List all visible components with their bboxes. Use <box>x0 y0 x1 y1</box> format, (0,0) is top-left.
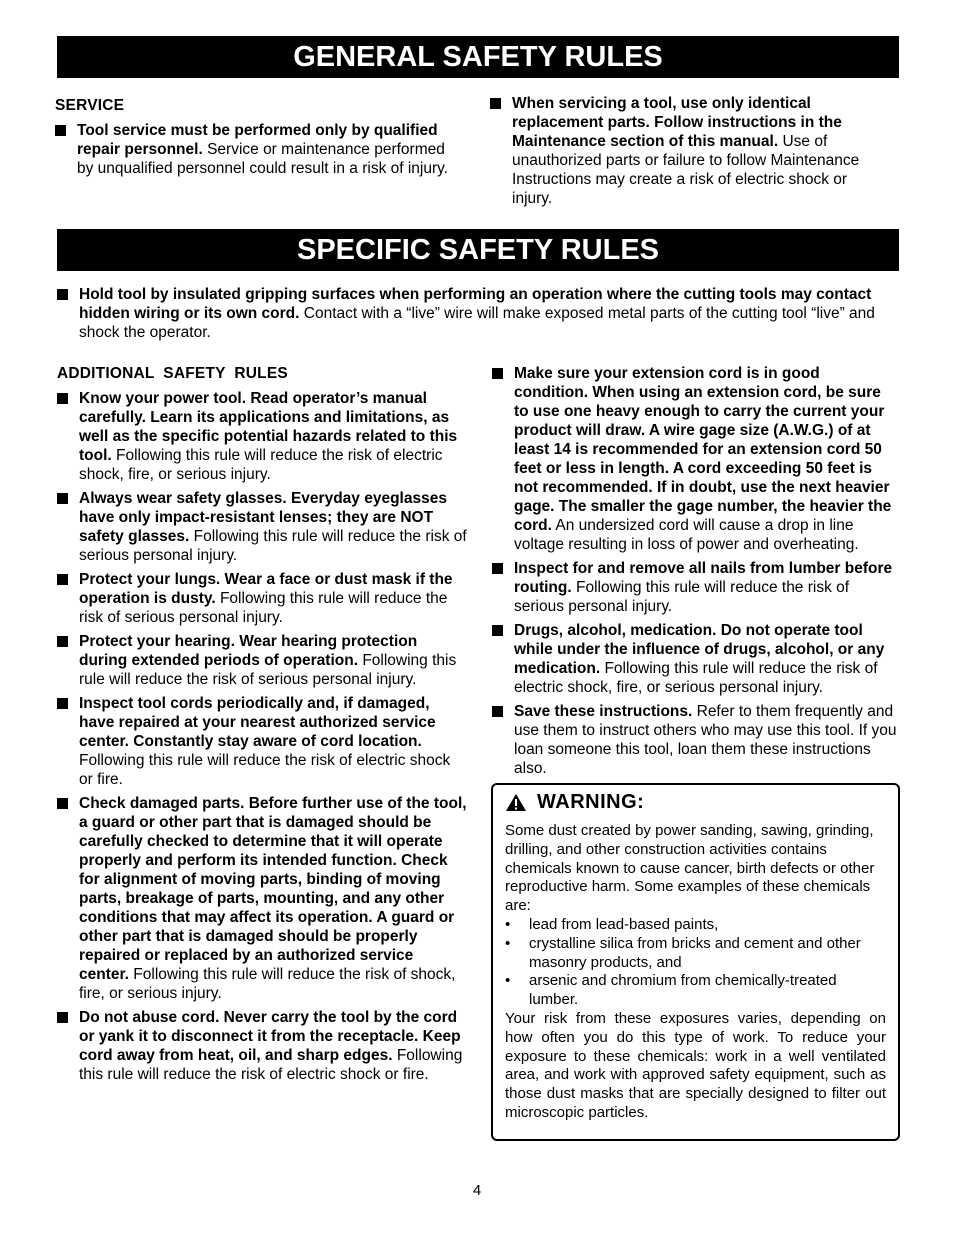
bullet-square-icon <box>492 368 503 379</box>
rule-bold: Protect your lungs. Wear a face or dust mask if the operation is dusty. <box>79 571 453 607</box>
bullet-dot-icon: • <box>505 934 511 952</box>
rule-extension-cord <box>492 364 897 554</box>
rule-text: Following this rule will reduce the risk of serious personal injury. <box>79 652 457 688</box>
warning-triangle-icon <box>505 793 527 812</box>
additional-rules-right <box>492 364 897 783</box>
service-section-right <box>490 94 890 213</box>
rule-text: Following this rule will reduce the risk of electric shock or fire. <box>79 752 451 788</box>
list-item-text: crystalline silica from bricks and cement and other masonry products, and <box>529 934 861 971</box>
rule-bold: Check damaged parts. Before further use of the tool, a guard or other part that is damaged should be carefully checked to determine that it will operate properly and perform its intended function. Check for alignment of moving parts, binding of moving parts, breakage of parts, mounting, and any other conditions that may affect its operation. A guard or other part that is damaged should be properly repaired or replaced by an authorized service center. <box>79 795 467 983</box>
rule-check-damaged-parts <box>57 794 467 1003</box>
rule-bold: Know your power tool. Read operator’s manual carefully. Learn its applications and limitations, as well as the specific potential hazards related to this tool. <box>79 390 458 464</box>
warning-title <box>505 793 886 812</box>
rule-bold: Inspect tool cords periodically and, if damaged, have repaired at your nearest authorized service center. Constantly stay aware of cord location. <box>79 695 436 750</box>
general-safety-rules-banner: GENERAL SAFETY RULES <box>57 36 899 78</box>
rule-bold: Save these instructions. <box>514 703 693 720</box>
hold-tool-section <box>57 285 887 347</box>
list-item-text: lead from lead-based paints, <box>529 915 719 933</box>
list-item <box>505 972 886 1010</box>
specific-safety-rules-banner: SPECIFIC SAFETY RULES <box>57 229 899 271</box>
service-heading: SERVICE <box>55 97 125 114</box>
warning-intro: Some dust created by power sanding, sawing, grinding, drilling, and other construction activities contains chemicals known to cause cancer, birth defects or other reproductive harm. Some examples of these chemicals are: <box>505 822 875 915</box>
rule-drugs-alcohol <box>492 621 897 697</box>
rule-bold: Always wear safety glasses. Everyday eyeglasses have only impact-resistant lenses; they are NOT safety glasses. <box>79 490 447 545</box>
rule-remove-nails <box>492 559 897 616</box>
rule-text: Following this rule will reduce the risk of serious personal injury. <box>514 579 850 615</box>
rule-text: An undersized cord will cause a drop in line voltage resulting in loss of power and overheating. <box>514 517 859 553</box>
bullet-square-icon <box>57 574 68 585</box>
warning-chemicals-list <box>505 916 886 1010</box>
service-rule-2 <box>490 94 890 208</box>
service-section <box>55 96 465 183</box>
bullet-square-icon <box>57 289 68 300</box>
bullet-dot-icon: • <box>505 972 511 990</box>
rule-protect-hearing <box>57 632 467 689</box>
rule-bold: Inspect for and remove all nails from lumber before routing. <box>514 560 893 596</box>
rule-bold: Protect your hearing. Wear hearing protection during extended periods of operation. <box>79 633 418 669</box>
warning-outro: Your risk from these exposures varies, depending on how often you do this type of work. To reduce your exposure to these chemicals: work in a well ventilated area, and work with approved safety equipment, such as those dust masks that are specially designed to filter out microscopic particles. <box>505 1009 886 1121</box>
rule-bold: Tool service must be performed only by qualified repair personnel. <box>77 122 438 158</box>
bullet-square-icon <box>492 706 503 717</box>
additional-rules-heading: ADDITIONAL SAFETY RULES <box>57 365 288 382</box>
rule-bold: Hold tool by insulated gripping surfaces when performing an operation where the cutting tools may contact hidden wiring or its own cord. <box>79 286 872 322</box>
bullet-square-icon <box>57 798 68 809</box>
bullet-square-icon <box>57 636 68 647</box>
rule-save-instructions <box>492 702 897 778</box>
list-item-text: arsenic and chromium from chemically-treated lumber. <box>529 972 837 1009</box>
bullet-square-icon <box>57 493 68 504</box>
rule-text: Refer to them frequently and use them to instruct others who may use this tool. If you loan someone this tool, loan them these instructions also. <box>514 703 897 777</box>
rule-bold: When servicing a tool, use only identical replacement parts. Follow instructions in the Maintenance section of this manual. <box>512 95 842 150</box>
rule-text: Following this rule will reduce the risk of electric shock or fire. <box>79 1047 463 1083</box>
bullet-square-icon <box>492 563 503 574</box>
bullet-square-icon <box>492 625 503 636</box>
rule-text: Following this rule will reduce the risk of serious personal injury. <box>79 590 448 626</box>
rule-inspect-cords <box>57 694 467 789</box>
rule-know-tool <box>57 389 467 484</box>
bullet-square-icon <box>490 98 501 109</box>
rule-bold: Make sure your extension cord is in good condition. When using an extension cord, be sure to use one heavy enough to carry the current your product will draw. A wire gage size (A.W.G.) of at least 14 is recommended for an extension cord 50 feet or less in length. A cord exceeding 50 feet is not recommended. If in doubt, use the next heavier gage. The smaller the gage number, the heavier the cord. <box>514 365 892 534</box>
additional-rules-left <box>57 364 467 1089</box>
warning-box <box>491 783 900 1141</box>
rule-safety-glasses <box>57 489 467 565</box>
list-item <box>505 935 886 973</box>
bullet-dot-icon: • <box>505 915 511 933</box>
rule-bold: Drugs, alcohol, medication. Do not operate tool while under the influence of drugs, alcohol, or any medication. <box>514 622 885 677</box>
service-rule-1 <box>55 121 465 178</box>
bullet-square-icon <box>57 1012 68 1023</box>
rule-abuse-cord <box>57 1008 467 1084</box>
rule-text: Service or maintenance performed by unqualified personnel could result in a risk of injury. <box>77 141 449 177</box>
hold-tool-rule <box>57 285 887 342</box>
bullet-square-icon <box>57 698 68 709</box>
rule-text: Use of unauthorized parts or failure to follow Maintenance Instructions may create a risk of electric shock or injury. <box>512 133 860 207</box>
rule-text: Following this rule will reduce the risk of serious personal injury. <box>79 528 467 564</box>
rule-text: Following this rule will reduce the risk of electric shock, fire, or serious personal injury. <box>514 660 878 696</box>
rule-bold: Do not abuse cord. Never carry the tool by the cord or yank it to disconnect it from the receptacle. Keep cord away from heat, oil, and sharp edges. <box>79 1009 461 1064</box>
page-number: 4 <box>472 1182 482 1199</box>
rule-protect-lungs <box>57 570 467 627</box>
bullet-square-icon <box>57 393 68 404</box>
rule-text: Following this rule will reduce the risk of electric shock, fire, or serious injury. <box>79 447 443 483</box>
rule-text: Following this rule will reduce the risk of shock, fire, or serious injury. <box>79 966 456 1002</box>
bullet-square-icon <box>55 125 66 136</box>
warning-title-text: WARNING: <box>537 791 645 814</box>
rule-text: Contact with a “live” wire will make exposed metal parts of the cutting tool “live” and shock the operator. <box>79 305 875 341</box>
list-item <box>505 916 886 935</box>
